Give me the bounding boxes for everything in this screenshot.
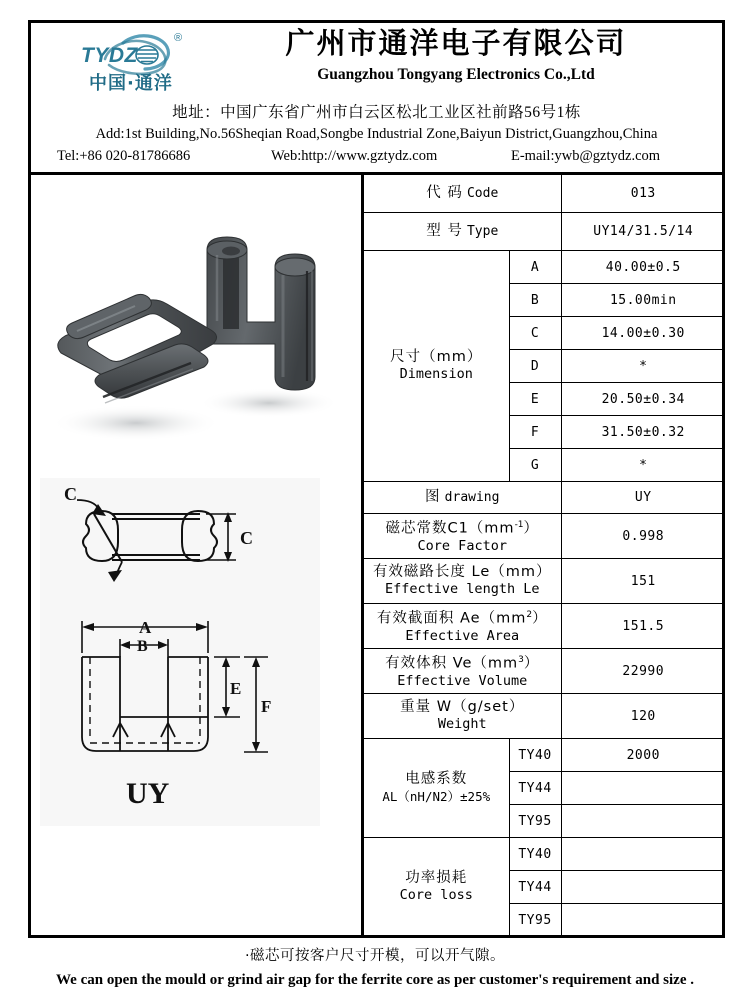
row-label-weight-en: Weight [437,716,487,732]
row-value-effective-volume: 22990 [561,649,725,694]
row-label-weight [364,694,561,739]
coreloss-value-ty95 [561,904,725,937]
company-name-block [221,25,691,86]
al-value-ty40: 2000 [561,739,725,772]
front-view-drawing [40,613,320,826]
effective-volume-cn-text: 有效体积 Ve（mm [385,655,519,672]
row-label-core-factor [364,514,561,559]
company-logo [75,27,195,99]
dim-value-g: * [561,449,725,482]
logo-atom-icon [75,27,195,99]
table-row-code [364,175,725,213]
row-label-core-loss-cn: 功率损耗 [405,870,468,886]
row-value-effective-length: 151 [561,559,725,604]
row-label-code-cn: 代 码 [426,185,463,201]
dim-value-e: 20.50±0.34 [561,383,725,416]
row-label-drawing [364,482,561,514]
dim-value-d: * [561,350,725,383]
coreloss-grade-ty40: TY40 [509,838,561,871]
row-value-type: UY14/31.5/14 [561,213,725,251]
row-label-al [364,739,509,838]
contact-web[interactable]: Web:http://www.gztydz.com [271,148,438,164]
coreloss-grade-ty44: TY44 [509,871,561,904]
row-value-weight: 120 [561,694,725,739]
company-header [31,23,722,175]
datasheet-frame [28,20,725,938]
top-view-label-c-right: C [240,528,253,548]
row-label-dimension-en: Dimension [399,366,473,382]
datasheet-body [31,175,722,935]
dim-key-a: A [509,251,561,284]
company-name-cn: 广州市通洋电子有限公司 [285,28,627,60]
row-value-code: 013 [561,175,725,213]
top-view-label-c-left: C [64,484,77,504]
table-row-effective-volume [364,649,725,694]
front-view-label-a: A [139,618,152,637]
row-label-code [364,175,561,213]
dim-key-f: F [509,416,561,449]
address-en: Add:1st Building,No.56Sheqian Road,Songbe Industrial Zone,Baiyun District,Guangzhou,China [95,126,658,142]
row-label-type-cn: 型 号 [426,223,463,239]
table-row-weight [364,694,725,739]
registered-mark-icon: ® [174,32,183,44]
row-label-core-factor-cn [364,517,561,537]
row-label-core-loss-en: Core loss [399,887,473,903]
product-photo [31,175,361,475]
table-row-dimension-a [364,251,725,284]
footer-note-en: We can open the mould or grind air gap for the ferrite core as per customer's requirement and size . [56,972,694,988]
coreloss-grade-ty95: TY95 [509,904,561,937]
logo-subtext: 中国·通洋 [89,73,173,94]
al-value-ty95 [561,805,725,838]
contact-row [31,145,722,167]
table-row-type [364,213,725,251]
effective-area-cn-text: 有效截面积 Ae（mm [376,610,527,627]
al-value-ty44 [561,772,725,805]
header-top-row [31,23,722,101]
row-label-effective-length [364,559,561,604]
front-view-diagram-icon [40,613,320,826]
row-label-weight-cn: 重量 W（g/set） [400,699,525,715]
front-view-label-b: B [137,638,148,655]
dim-key-c: C [509,317,561,350]
row-label-effective-area [364,604,561,649]
row-label-dimension-cn: 尺寸（mm） [390,349,483,365]
row-label-al-en: AL（nH/N2）±25% [382,789,491,804]
row-label-effective-area-en: Effective Area [405,627,520,644]
core-factor-cn-tail: ） [523,520,540,537]
effective-area-exponent: 2 [526,610,533,621]
table-row-effective-length [364,559,725,604]
footer-note [0,944,750,992]
front-view-label-f: F [261,697,272,716]
contact-email[interactable]: E-mail:ywb@gztydz.com [511,148,661,164]
effective-volume-cn-tail: ） [523,655,540,672]
row-label-type-en: Type [466,224,499,239]
table-row-drawing [364,482,725,514]
contact-tel: Tel:+86 020-81786686 [57,148,191,164]
row-value-core-factor: 0.998 [561,514,725,559]
effective-volume-exponent: 3 [518,655,524,666]
address-cn: 地址：中国广东省广州市白云区松北工业区社前路56号1栋 [172,104,581,121]
table-row-core-factor [364,514,725,559]
row-value-drawing: UY [561,482,725,514]
row-label-drawing-cn: 图 [425,489,441,505]
core-factor-cn-text: 磁芯常数C1（mm [385,520,515,537]
core-factor-exponent: -1 [514,520,524,531]
left-illustration-column [31,175,364,935]
al-grade-ty44: TY44 [509,772,561,805]
dim-key-b: B [509,284,561,317]
row-label-effective-volume-cn [364,652,561,672]
table-row-effective-area [364,604,725,649]
effective-area-cn-tail: ） [532,610,548,627]
table-row-coreloss-ty40 [364,838,725,871]
dim-key-e: E [509,383,561,416]
ferrite-core-photo-icon [31,175,361,475]
row-label-effective-length-en: Effective length Le [385,581,540,597]
company-name-en: Guangzhou Tongyang Electronics Co.,Ltd [317,66,595,83]
top-view-drawing [40,478,320,613]
front-view-label-e: E [230,679,242,698]
dim-value-f: 31.50±0.32 [561,416,725,449]
top-view-diagram-icon [40,478,320,613]
row-label-dimension [364,251,509,482]
row-label-effective-volume [364,649,561,694]
footer-note-cn: ·磁芯可按客户尺寸开模，可以开气隙。 [244,948,506,964]
row-label-core-factor-en: Core Factor [417,537,507,554]
row-label-type [364,213,561,251]
row-label-effective-length-cn: 有效磁路长度 Le（mm） [372,564,552,580]
row-label-core-loss [364,838,509,937]
row-value-effective-area: 151.5 [561,604,725,649]
row-label-code-en: Code [466,186,499,201]
specification-table [364,175,725,937]
dim-value-b: 15.00min [561,284,725,317]
al-grade-ty40: TY40 [509,739,561,772]
row-label-effective-area-cn [364,607,561,627]
dim-key-g: G [509,449,561,482]
spec-table-column [364,175,722,935]
dim-key-d: D [509,350,561,383]
row-label-drawing-en: drawing [444,490,500,505]
row-label-al-cn: 电感系数 [405,771,468,787]
drawing-caption: UY [126,777,170,810]
logo-wordmark: TYDZ [81,44,138,67]
dim-value-c: 14.00±0.30 [561,317,725,350]
coreloss-value-ty40 [561,838,725,871]
row-label-effective-volume-en: Effective Volume [397,672,528,689]
coreloss-value-ty44 [561,871,725,904]
al-grade-ty95: TY95 [509,805,561,838]
table-row-al-ty40 [364,739,725,772]
dim-value-a: 40.00±0.5 [561,251,725,284]
